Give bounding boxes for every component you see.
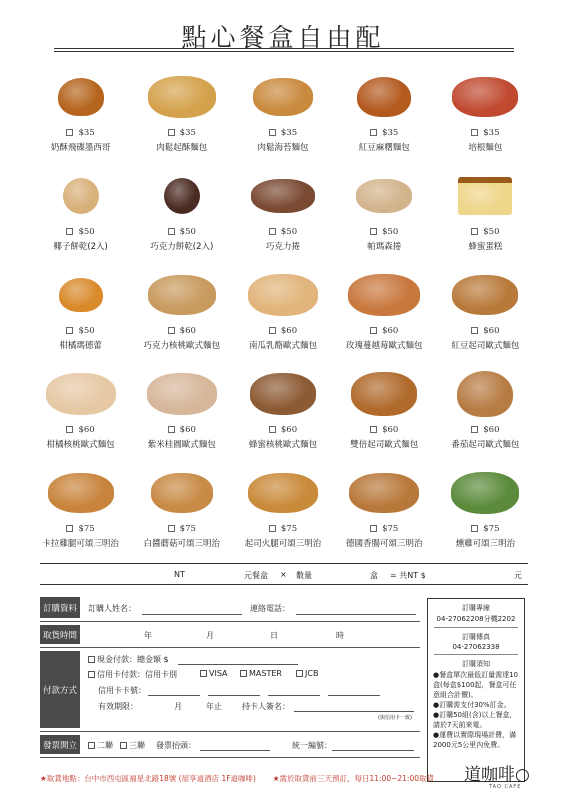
product-name: 肉鬆海苔麵包 <box>257 143 309 153</box>
product-image <box>248 274 318 316</box>
product-item <box>232 363 333 462</box>
product-price-option[interactable] <box>334 425 435 435</box>
product-name: 帕瑪森捲 <box>367 242 402 252</box>
product-price-option[interactable] <box>131 326 232 336</box>
product-checkbox[interactable] <box>471 426 478 433</box>
orderer-name-label: 訂購人姓名： <box>88 604 136 613</box>
product-price: $60 <box>483 326 500 336</box>
product-image <box>248 473 318 513</box>
product-image <box>452 77 518 117</box>
title-rule-bottom <box>54 51 514 52</box>
cash-label: 現金付款：總金額 $ <box>97 655 169 664</box>
card-number-label: 信用卡卡號： <box>98 686 146 695</box>
holder-signature-label: 持卡人簽名： <box>242 702 290 711</box>
credit-option[interactable] <box>88 669 177 680</box>
product-checkbox[interactable] <box>168 327 175 334</box>
expiry-month: 月 <box>174 702 182 711</box>
hotline-number: 04-27062208分機2202 <box>436 615 516 623</box>
product-price-option[interactable] <box>232 425 333 435</box>
product-checkbox[interactable] <box>370 327 377 334</box>
product-name: 巧克力捲 <box>265 242 300 252</box>
product-name: 白醬蘑菇可頌三明治 <box>143 539 221 549</box>
product-item <box>30 165 131 264</box>
product-name: 玫瑰蔓越莓歐式麵包 <box>345 341 423 351</box>
pickup-year: 年 <box>144 631 152 640</box>
product-price: $50 <box>78 326 95 336</box>
product-image <box>251 179 315 213</box>
cash-checkbox[interactable] <box>88 656 95 663</box>
product-item <box>30 264 131 363</box>
total-line <box>40 563 528 585</box>
product-price-option[interactable] <box>232 227 333 237</box>
notes-label: 訂購須知 <box>462 660 490 668</box>
product-item <box>334 66 435 165</box>
product-checkbox[interactable] <box>269 426 276 433</box>
product-checkbox[interactable] <box>269 525 276 532</box>
product-image <box>58 78 104 116</box>
footer <box>40 773 434 784</box>
product-image <box>147 373 217 415</box>
product-image <box>148 275 216 315</box>
invoice-row <box>40 732 420 758</box>
total-box: 盒 <box>370 571 378 580</box>
order-note: ●餐盒單次最低訂量需達10盒(每盒$100起，餐盒可任意組合計價)。 <box>433 671 519 699</box>
orderer-section-label: 訂購資料 <box>40 597 80 618</box>
product-name: 巧克力餅乾(2入) <box>150 242 214 252</box>
product-image <box>151 473 213 513</box>
product-image <box>164 178 200 214</box>
product-item <box>131 264 232 363</box>
product-item <box>232 462 333 561</box>
master-option[interactable] <box>240 669 282 678</box>
product-image <box>457 371 513 417</box>
product-price-option[interactable] <box>232 524 333 534</box>
product-price-option[interactable] <box>131 524 232 534</box>
product-price-option[interactable] <box>435 524 536 534</box>
product-price: $60 <box>280 326 298 336</box>
product-name: 肉鬆起酥麵包 <box>156 143 208 153</box>
order-note: ●訂購需支付30%訂金。 <box>433 701 511 709</box>
visa-option[interactable] <box>200 669 228 678</box>
product-price: $50 <box>382 227 399 237</box>
product-checkbox[interactable] <box>66 327 73 334</box>
product-item <box>334 264 435 363</box>
product-price: $35 <box>382 128 399 138</box>
master-checkbox[interactable] <box>240 670 247 677</box>
jcb-checkbox[interactable] <box>296 670 303 677</box>
product-price: $75 <box>179 524 196 534</box>
product-price: $50 <box>78 227 95 237</box>
product-price-option[interactable] <box>131 128 232 138</box>
product-image <box>349 473 419 513</box>
master-label: MASTER <box>249 669 282 678</box>
product-price-option[interactable] <box>334 128 435 138</box>
orderer-name-field[interactable] <box>142 614 242 615</box>
product-grid <box>30 66 536 561</box>
product-item <box>232 165 333 264</box>
product-item <box>232 264 333 363</box>
orderer-row <box>40 594 420 622</box>
duplicate-checkbox[interactable] <box>88 742 95 749</box>
product-price: $35 <box>280 128 298 138</box>
product-image <box>357 77 411 117</box>
triplicate-checkbox[interactable] <box>120 742 127 749</box>
product-checkbox[interactable] <box>471 129 478 136</box>
product-image <box>451 472 519 514</box>
product-price-option[interactable] <box>232 128 333 138</box>
product-price-option[interactable] <box>131 425 232 435</box>
product-price-option[interactable] <box>30 326 131 336</box>
info-divider-2 <box>434 654 518 655</box>
phone-label: 連絡電話： <box>250 604 290 613</box>
total-nt: NT <box>174 570 185 579</box>
product-checkbox[interactable] <box>168 129 175 136</box>
product-price-option[interactable] <box>334 326 435 336</box>
product-checkbox[interactable] <box>168 525 175 532</box>
product-image <box>59 278 103 312</box>
payment-row <box>40 648 420 732</box>
product-checkbox[interactable] <box>66 426 73 433</box>
jcb-option[interactable] <box>296 669 318 678</box>
pickup-day: 日 <box>270 631 278 640</box>
product-price: $75 <box>78 524 95 534</box>
product-name: 南瓜乳酪歐式麵包 <box>248 341 317 351</box>
product-price: $50 <box>483 227 500 237</box>
duplicate-label: 二聯 <box>97 741 113 750</box>
title-rule-top <box>54 48 514 49</box>
card-number-field-2[interactable] <box>208 695 260 696</box>
product-image <box>63 178 99 214</box>
product-image <box>348 274 420 316</box>
product-item <box>232 66 333 165</box>
product-checkbox[interactable] <box>471 525 478 532</box>
triplicate-option[interactable] <box>120 740 145 751</box>
card-number-field-1[interactable] <box>148 695 200 696</box>
product-price: $75 <box>280 524 298 534</box>
fax-number: 04-27062338 <box>452 643 500 651</box>
page-title: 點心餐盒自由配 <box>181 23 385 52</box>
product-image <box>356 179 412 213</box>
product-image <box>48 473 114 513</box>
product-name: 紅豆麻糬麵包 <box>358 143 410 153</box>
expiry-label: 有效期限： <box>98 702 138 711</box>
cafe-logo: 道咖啡○ <box>464 765 530 785</box>
product-checkbox[interactable] <box>66 129 73 136</box>
product-item <box>435 165 536 264</box>
product-price-option[interactable] <box>435 326 536 336</box>
visa-label: VISA <box>209 669 228 678</box>
product-price: $50 <box>179 227 196 237</box>
product-name: 紫米桂圓歐式麵包 <box>147 440 216 450</box>
cash-option[interactable] <box>88 654 169 665</box>
product-price-option[interactable] <box>435 425 536 435</box>
cafe-logo-subtitle: TAO CAFE <box>489 784 522 790</box>
pickup-hour: 時 <box>336 631 344 640</box>
product-image <box>458 177 512 215</box>
product-image <box>250 373 316 415</box>
product-name: 巧克力核桃歐式麵包 <box>143 341 221 351</box>
pickup-section-label: 取貨時間 <box>40 625 80 644</box>
product-checkbox[interactable] <box>168 426 175 433</box>
product-checkbox[interactable] <box>269 327 276 334</box>
product-price-option[interactable] <box>334 227 435 237</box>
card-number-field-4[interactable] <box>328 695 380 696</box>
total-times: × <box>280 570 287 579</box>
invoice-section-label: 發票開立 <box>40 735 80 754</box>
invoice-title-field[interactable] <box>200 750 270 751</box>
total-per-box: 元餐盒 <box>244 571 268 580</box>
product-item <box>131 363 232 462</box>
product-item <box>131 165 232 264</box>
jcb-label: JCB <box>305 669 319 678</box>
product-price: $60 <box>382 425 399 435</box>
product-checkbox[interactable] <box>471 327 478 334</box>
product-item <box>334 165 435 264</box>
order-notes <box>428 669 524 751</box>
product-checkbox[interactable] <box>471 228 478 235</box>
product-name: 奶酥飛碟墨西哥 <box>50 143 111 153</box>
product-price-option[interactable] <box>30 227 131 237</box>
total-yuan: 元 <box>514 571 522 580</box>
product-item <box>131 66 232 165</box>
same-as-card-note: (與信用卡一致) <box>378 715 412 721</box>
product-price-option[interactable] <box>30 425 131 435</box>
invoice-title-label: 發票抬頭： <box>156 741 196 750</box>
product-checkbox[interactable] <box>269 129 276 136</box>
product-name: 柑橘核桃歐式麵包 <box>46 440 115 450</box>
product-name: 德國香腸可頌三明治 <box>345 539 423 549</box>
order-note: ●訂購50組(含)以上餐盒，請於7天前來電。 <box>433 711 517 729</box>
preorder-note: ★需於取貨前三天預訂，每日11:00~21:00取貨 <box>272 774 435 783</box>
payment-section-label: 付款方式 <box>40 651 80 728</box>
product-item <box>30 363 131 462</box>
product-price-option[interactable] <box>232 326 333 336</box>
product-name: 培根麵包 <box>468 143 503 153</box>
pickup-location: ★取貨地點：台中市西屯區福星北路18號 (屋享道酒店 1F道咖啡) <box>40 774 256 783</box>
duplicate-option[interactable] <box>88 740 113 751</box>
product-image <box>253 78 313 116</box>
product-item <box>334 462 435 561</box>
order-note: ●運費以實際現場計費，滿2000元5公里內免費。 <box>433 731 517 749</box>
product-checkbox[interactable] <box>269 228 276 235</box>
product-name: 雙倍起司歐式麵包 <box>350 440 419 450</box>
product-price: $35 <box>78 128 95 138</box>
product-name: 燻雞可頌三明治 <box>455 539 516 549</box>
product-name: 卡拉雞腿可頌三明治 <box>42 539 119 549</box>
tax-id-field[interactable] <box>332 750 414 751</box>
info-divider-1 <box>434 627 518 628</box>
product-item <box>435 66 536 165</box>
total-qty: 數量 <box>296 571 312 580</box>
product-price: $35 <box>179 128 196 138</box>
product-price: $60 <box>179 425 196 435</box>
tax-id-label: 統一編號： <box>292 741 332 750</box>
hotline-label: 訂購專線 <box>462 604 490 612</box>
product-price: $60 <box>382 326 399 336</box>
product-image <box>148 76 216 118</box>
product-price: $60 <box>483 425 500 435</box>
product-price-option[interactable] <box>435 128 536 138</box>
product-price: $75 <box>382 524 399 534</box>
product-name: 起司火腿可頌三明治 <box>244 539 322 549</box>
product-price: $35 <box>483 128 500 138</box>
triplicate-label: 三聯 <box>129 741 145 750</box>
product-price-option[interactable] <box>30 128 131 138</box>
product-price-option[interactable] <box>131 227 232 237</box>
product-name: 蜂蜜蛋糕 <box>468 242 503 252</box>
product-name: 紅豆起司歐式麵包 <box>451 341 520 351</box>
product-checkbox[interactable] <box>66 525 73 532</box>
product-price: $60 <box>78 425 95 435</box>
product-price: $75 <box>483 524 500 534</box>
product-price-option[interactable] <box>30 524 131 534</box>
credit-label: 信用卡付款：信用卡別 <box>97 670 177 679</box>
pickup-month: 月 <box>206 631 214 640</box>
product-checkbox[interactable] <box>168 228 175 235</box>
expiry-year: 年止 <box>206 702 222 711</box>
product-checkbox[interactable] <box>370 129 377 136</box>
product-name: 柑橘瑪德蕾 <box>59 341 102 351</box>
product-name: 番茄起司歐式麵包 <box>451 440 520 450</box>
product-item <box>30 66 131 165</box>
product-image <box>452 275 518 315</box>
card-number-field-3[interactable] <box>268 695 320 696</box>
product-image <box>46 373 116 415</box>
phone-field[interactable] <box>296 614 416 615</box>
order-info-panel <box>427 598 525 782</box>
product-checkbox[interactable] <box>370 426 377 433</box>
product-item <box>435 363 536 462</box>
product-price: $60 <box>179 326 196 336</box>
credit-checkbox[interactable] <box>88 671 95 678</box>
product-checkbox[interactable] <box>66 228 73 235</box>
fax-label: 訂購傳真 <box>462 633 490 641</box>
total-equals: = 共NT $ <box>390 571 426 580</box>
product-price: $50 <box>280 227 298 237</box>
holder-signature-field[interactable] <box>294 711 414 712</box>
product-checkbox[interactable] <box>370 228 377 235</box>
cash-amount-field[interactable] <box>178 664 298 665</box>
product-name: 椰子餅乾(2入) <box>53 242 108 252</box>
product-item <box>131 462 232 561</box>
product-checkbox[interactable] <box>370 525 377 532</box>
product-price-option[interactable] <box>334 524 435 534</box>
product-price: $60 <box>280 425 298 435</box>
visa-checkbox[interactable] <box>200 670 207 677</box>
order-form <box>40 594 420 758</box>
product-item <box>30 462 131 561</box>
product-item <box>435 264 536 363</box>
product-item <box>435 462 536 561</box>
product-item <box>334 363 435 462</box>
product-image <box>351 372 417 416</box>
product-name: 蜂蜜核桃歐式麵包 <box>248 440 317 450</box>
pickup-row <box>40 622 420 648</box>
product-price-option[interactable] <box>435 227 536 237</box>
